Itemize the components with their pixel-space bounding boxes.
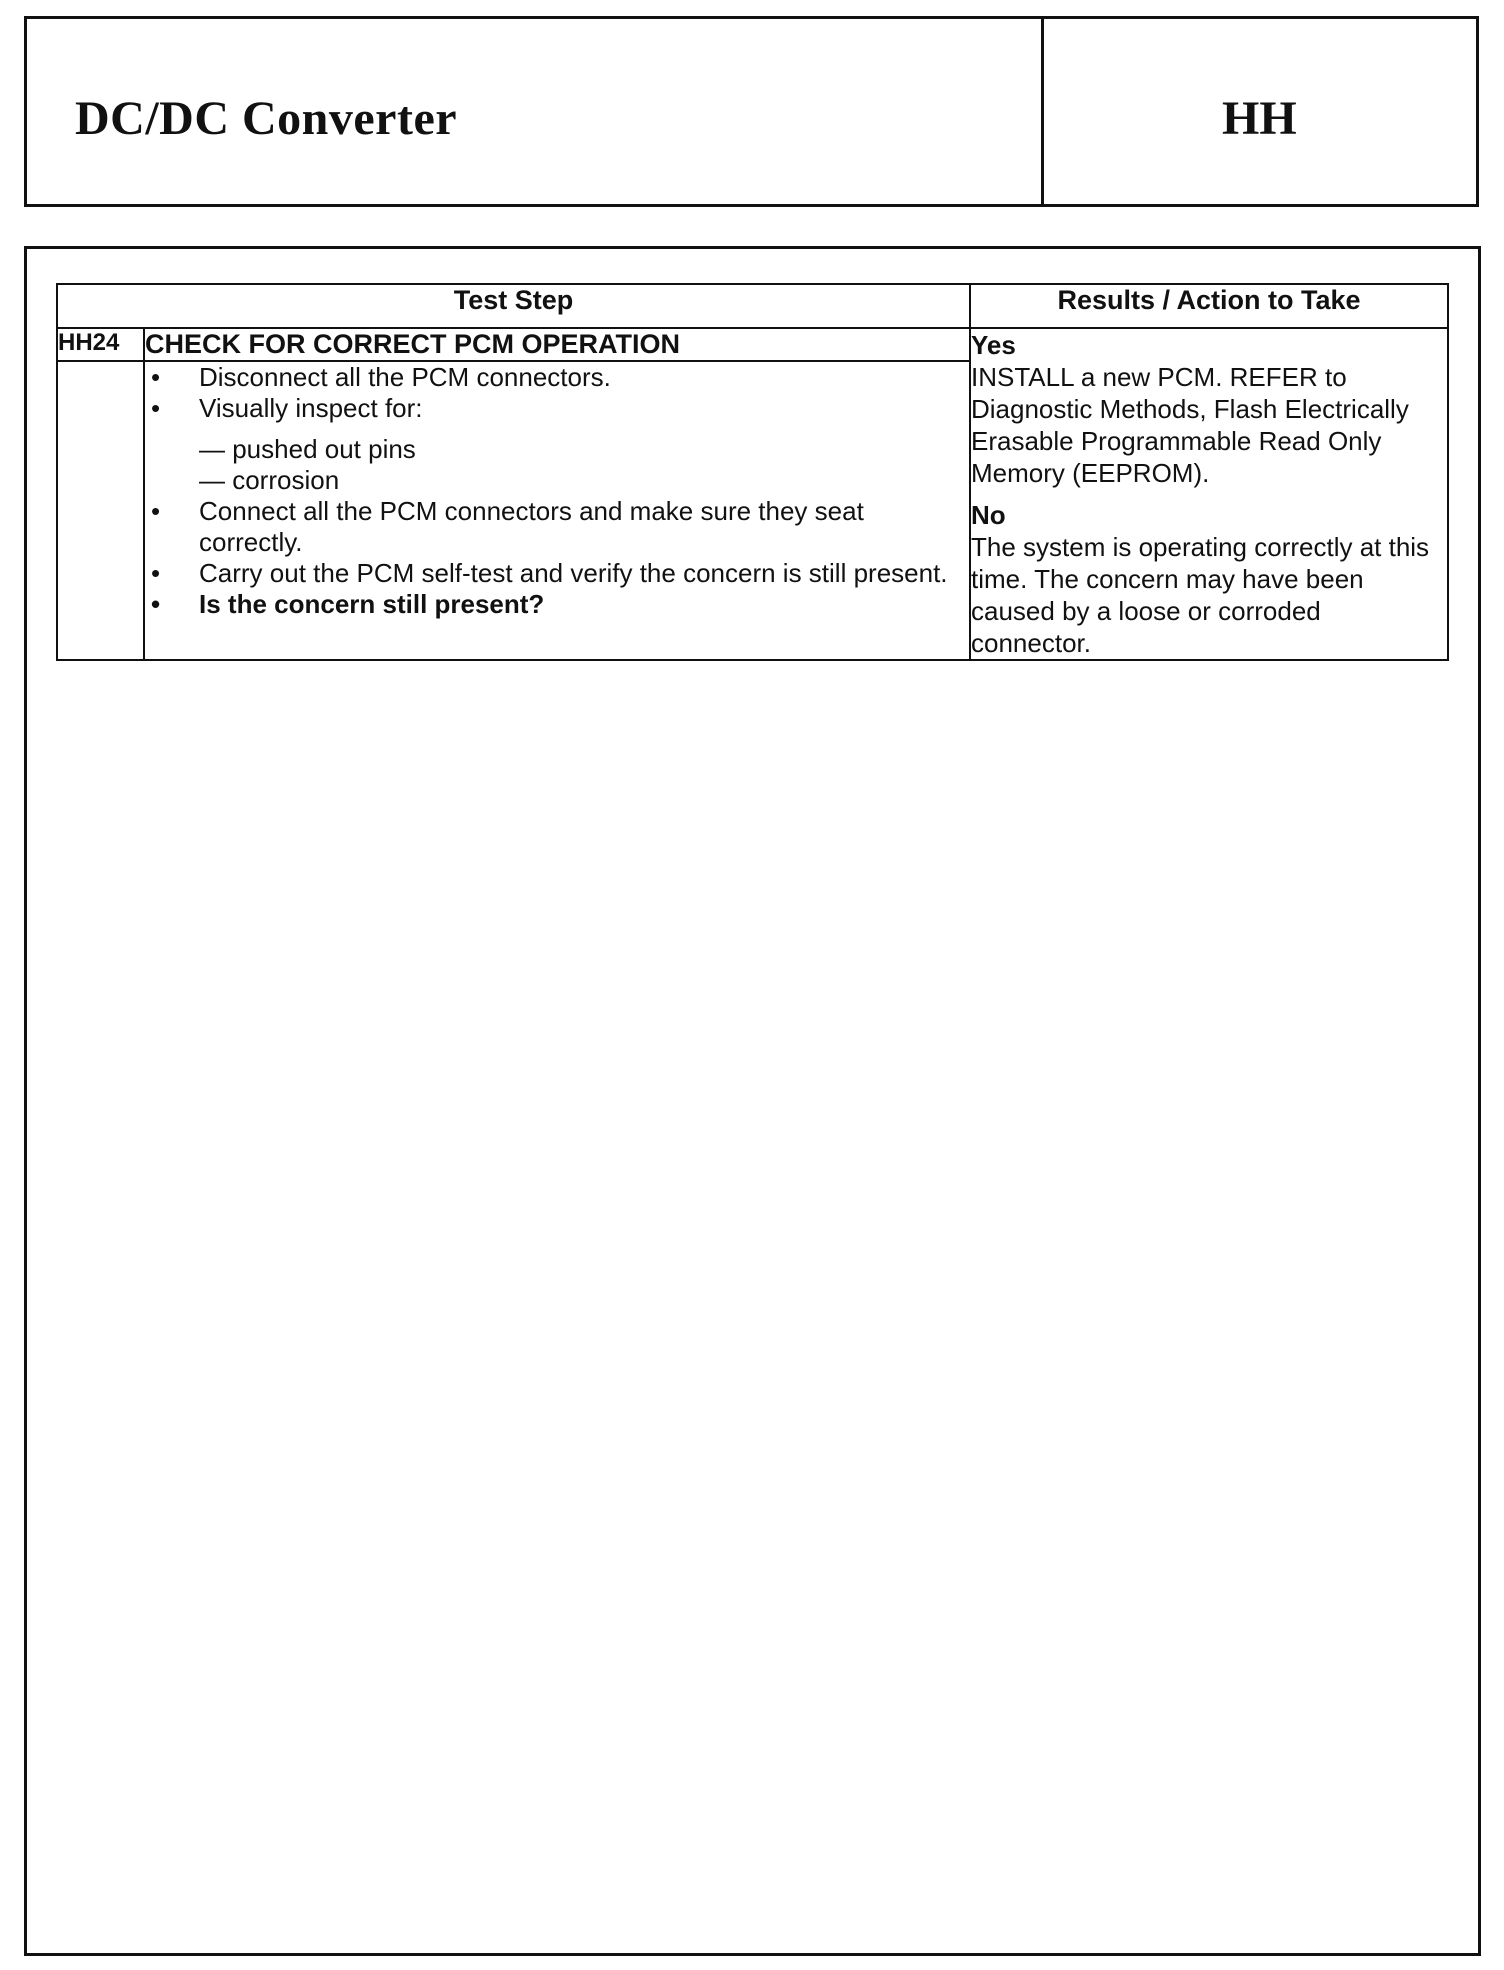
result-no: [971, 499, 1447, 659]
result-yes: [971, 329, 1447, 489]
page-title: DC/DC Converter: [75, 92, 458, 145]
page-header: [24, 16, 1479, 207]
diagnostic-table: [56, 283, 1449, 661]
bullet-icon: •: [151, 362, 161, 392]
result-no-text: The system is operating correctly at this time. The concern may have been caused by a loose or corroded connector.: [971, 532, 1430, 658]
result-no-label: No: [971, 500, 1006, 530]
instruction-text: Carry out the PCM self-test and verify the concern is still present.: [199, 558, 948, 588]
header-divider: [1041, 19, 1044, 204]
list-item: [145, 558, 969, 589]
list-item: [145, 496, 969, 558]
results-cell: [970, 328, 1448, 660]
list-item: [145, 589, 969, 620]
instruction-list: [145, 362, 969, 620]
list-item: [145, 393, 969, 496]
section-code: HH: [1222, 92, 1297, 145]
column-header-results: Results / Action to Take: [970, 284, 1448, 328]
table-row: [57, 328, 1448, 361]
instruction-text: Visually inspect for:: [199, 393, 423, 423]
sub-list-item: — corrosion: [199, 465, 340, 495]
table-header-row: [57, 284, 1448, 328]
empty-cell: [57, 361, 144, 660]
step-title: CHECK FOR CORRECT PCM OPERATION: [144, 328, 970, 361]
bullet-icon: •: [151, 558, 161, 588]
result-yes-text: INSTALL a new PCM. REFER to Diagnostic Methods, Flash Electrically Erasable Programmable Read Only Memory (EEPROM).: [971, 362, 1409, 488]
inspection-sublist: [199, 434, 969, 496]
step-id: HH24: [57, 328, 144, 361]
instruction-text: Connect all the PCM connectors and make sure they seat correctly.: [199, 496, 864, 557]
instruction-text: Disconnect all the PCM connectors.: [199, 362, 611, 392]
step-instructions: [144, 361, 970, 660]
instruction-question: Is the concern still present?: [199, 589, 545, 619]
column-header-test-step: Test Step: [57, 284, 970, 328]
list-item: [145, 362, 969, 393]
sub-list-item: — pushed out pins: [199, 434, 416, 464]
bullet-icon: •: [151, 393, 161, 423]
bullet-icon: •: [151, 496, 161, 526]
bullet-icon: •: [151, 589, 161, 619]
result-yes-label: Yes: [971, 330, 1016, 360]
